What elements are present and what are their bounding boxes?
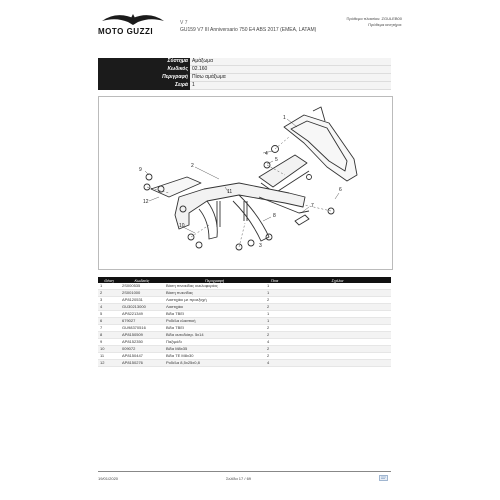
table-row [98, 304, 391, 311]
cell-pos: 12 [98, 360, 120, 367]
cell-desc: Βίδα TBEI [164, 311, 265, 318]
cell-desc: Λαστιχάκι [164, 304, 265, 311]
cell-qty: 2 [265, 325, 284, 332]
cell-qty: 2 [265, 346, 284, 353]
col-quantity: Ποσ [265, 277, 284, 283]
cell-note [284, 346, 391, 353]
print-date: 19/01/2020 [98, 476, 119, 481]
cell-qty: 2 [265, 304, 284, 311]
cell-code: 2S000535 [120, 283, 164, 290]
callout-label: 9 [139, 167, 142, 173]
table-row [98, 360, 391, 367]
cell-code: GU98370516 [120, 325, 164, 332]
cell-pos: 11 [98, 353, 120, 360]
table-row [98, 297, 391, 304]
info-row-system [98, 58, 391, 66]
cell-note [284, 311, 391, 318]
info-row-description [98, 74, 391, 82]
callout-label: 2 [191, 163, 194, 169]
callout-label: 12 [143, 199, 149, 205]
callout-label: 5 [275, 157, 278, 163]
table-row [98, 346, 391, 353]
cell-qty: 2 [265, 353, 284, 360]
cell-code: AP8120531 [120, 297, 164, 304]
cell-code: AP8150447 [120, 353, 164, 360]
callout-label: 8 [273, 213, 276, 219]
cell-pos: 7 [98, 325, 120, 332]
diagram-drawing [99, 97, 392, 269]
cell-desc: Λαστιχάκι με προεξοχή [164, 297, 265, 304]
info-value: 1 [190, 82, 391, 90]
cell-pos: 9 [98, 339, 120, 346]
cell-desc: Βάση πινακίδας κυκλοφορίας [164, 283, 265, 290]
cell-desc: Βίδα TE M8x30 [164, 353, 265, 360]
callout-label: 4 [265, 151, 268, 157]
cell-desc: Βίδα αυτοδιάτρ. 5x14 [164, 332, 265, 339]
cell-note [284, 297, 391, 304]
document-icon [379, 475, 388, 481]
cell-pos: 1 [98, 283, 120, 290]
cell-qty: 2 [265, 332, 284, 339]
cell-desc: Ροδέλα ελαστική [164, 318, 265, 325]
cell-code: 009072 [120, 346, 164, 353]
cell-desc: Βίδα TBEI [164, 325, 265, 332]
cell-code: 679027 [120, 318, 164, 325]
cell-qty: 1 [265, 311, 284, 318]
table-row [98, 290, 391, 297]
callout-label: 3 [259, 243, 262, 249]
cell-note [284, 332, 391, 339]
engine-prefix: Πρόθεμα κινητήρα: [368, 22, 402, 27]
group-info-table [98, 58, 391, 90]
info-value: Αμάξωμα [190, 58, 391, 66]
info-row-code [98, 66, 391, 74]
cell-code: AP8150509 [120, 332, 164, 339]
model-family: V 7 [180, 20, 188, 26]
footer-divider [98, 471, 391, 472]
info-label: Κωδικός [98, 66, 190, 74]
info-value: 02.160 [190, 66, 391, 74]
cell-note [284, 304, 391, 311]
cell-desc: Βάση πυκνίδας [164, 290, 265, 297]
col-position: Θέση [98, 277, 120, 283]
cell-pos: 6 [98, 318, 120, 325]
parts-table [98, 277, 391, 367]
table-row [98, 311, 391, 318]
cell-pos: 4 [98, 304, 120, 311]
cell-qty: 1 [265, 318, 284, 325]
cell-pos: 5 [98, 311, 120, 318]
cell-note [284, 339, 391, 346]
cell-pos: 2 [98, 290, 120, 297]
cell-code: AP8150276 [120, 360, 164, 367]
frame-prefix: Πρόθεμα πλαισίου: ZGULEB00 [346, 16, 402, 21]
cell-note [284, 325, 391, 332]
cell-note [284, 360, 391, 367]
table-row [98, 339, 391, 346]
cell-note [284, 353, 391, 360]
cell-pos: 3 [98, 297, 120, 304]
col-notes: Σχόλια [284, 277, 391, 283]
cell-desc: Παξιμάδι [164, 339, 265, 346]
cell-pos: 10 [98, 346, 120, 353]
info-value: Πίσω αμάξωμα [190, 74, 391, 82]
table-row [98, 318, 391, 325]
cell-desc: Βίδα M8x35 [164, 346, 265, 353]
cell-qty: 1 [265, 283, 284, 290]
info-row-series [98, 82, 391, 90]
info-label: Σύστημα [98, 58, 190, 66]
callout-label: 7 [311, 203, 314, 209]
cell-code: GU30213000 [120, 304, 164, 311]
callout-label: 11 [227, 189, 233, 195]
callout-label: 10 [179, 223, 185, 229]
table-row [98, 332, 391, 339]
cell-desc: Ροδέλα 8,5x25x0,8 [164, 360, 265, 367]
cell-qty: 4 [265, 360, 284, 367]
cell-note [284, 318, 391, 325]
exploded-parts-diagram [98, 96, 393, 270]
table-row [98, 353, 391, 360]
cell-note [284, 290, 391, 297]
table-row [98, 325, 391, 332]
callout-label: 6 [339, 187, 342, 193]
page-number: Σελίδα 17 / 69 [226, 476, 252, 481]
col-code: Κωδικός [120, 277, 164, 283]
cell-code: AP8221349 [120, 311, 164, 318]
cell-qty: 4 [265, 339, 284, 346]
cell-code: AP8152350 [120, 339, 164, 346]
brand-name: MOTO GUZZI [98, 27, 154, 36]
cell-qty: 2 [265, 297, 284, 304]
callout-label: 1 [283, 115, 286, 121]
cell-pos: 8 [98, 332, 120, 339]
col-description: Περιγραφή [164, 277, 265, 283]
cell-code: 2S001000 [120, 290, 164, 297]
model-description: GU159 V7 III Anniversario 750 E4 ABS 2017 (EMEA, LATAM) [180, 27, 317, 33]
cell-qty: 1 [265, 290, 284, 297]
info-label: Περιγραφή [98, 74, 190, 82]
info-label: Σειρά [98, 82, 190, 90]
